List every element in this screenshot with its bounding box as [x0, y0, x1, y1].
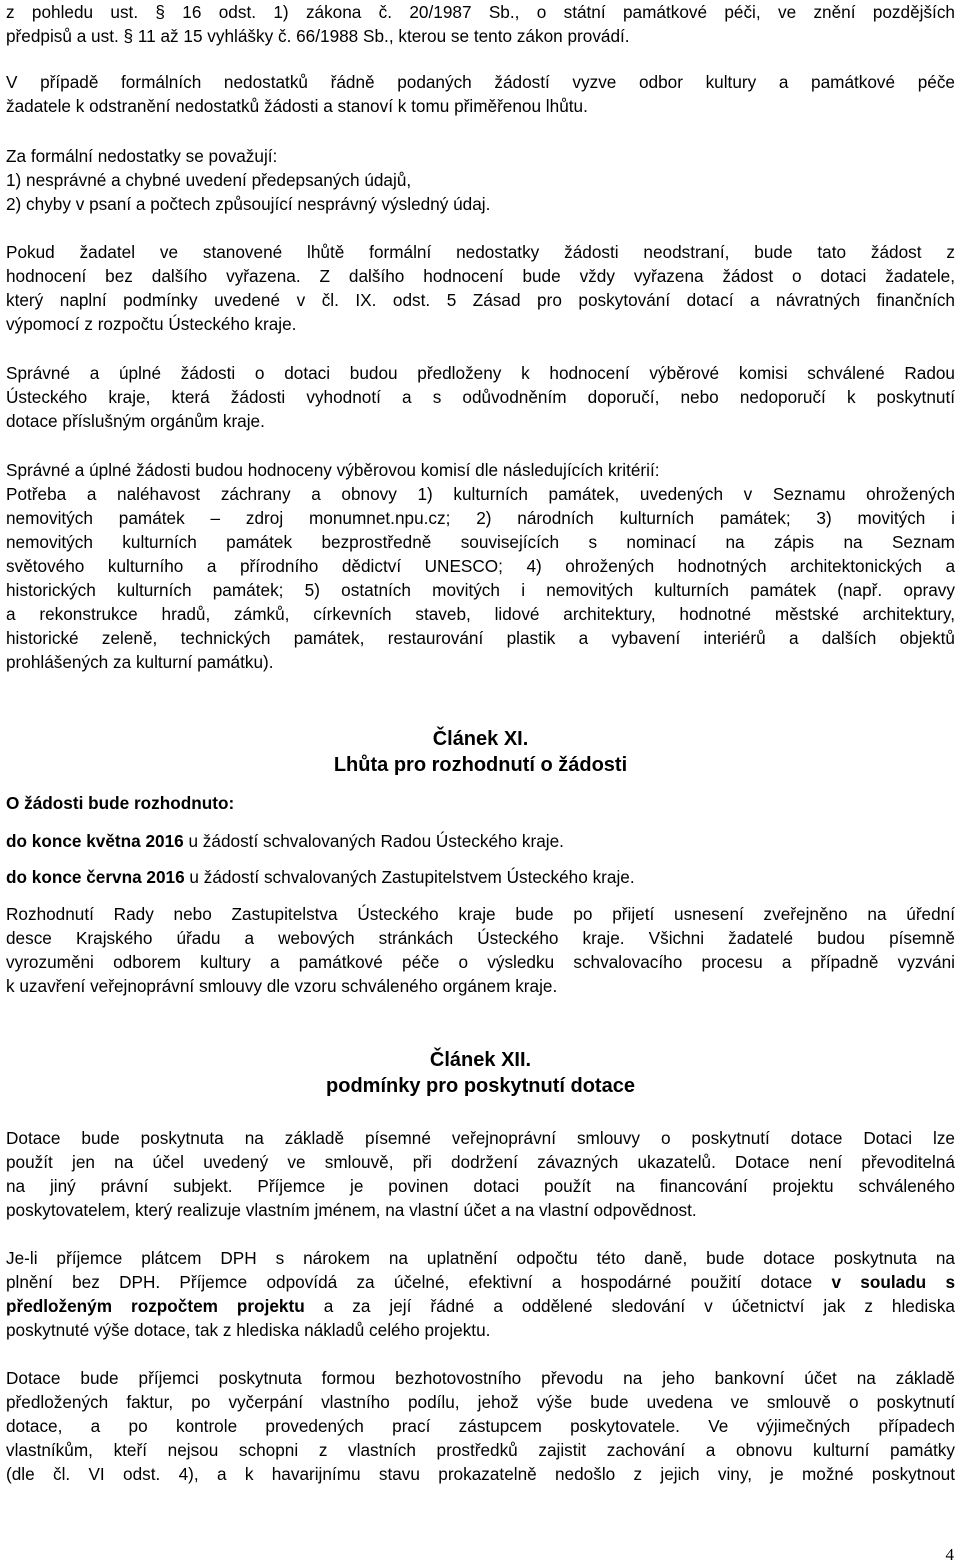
text-line: poskytovatelem, který realizuje vlastním jménem, na vlastní účet a na vlastní odpovědnost. [6, 1200, 697, 1220]
text-line: výpomocí z rozpočtu Ústeckého kraje. [6, 314, 297, 334]
bold-run: předloženým rozpočtem projektu [6, 1296, 305, 1316]
text-line [6, 1270, 955, 1294]
text-line: historických kulturních památek; 5) ostatních movitých i nemovitých kulturních památek (např. opravy [6, 580, 955, 600]
page-number: 4 [945, 1545, 954, 1564]
deadline-1 [6, 829, 955, 853]
text-line: prohlášených za kulturní památku). [6, 652, 274, 672]
text-line: a rekonstrukce hradů, zámků, církevních staveb, lidové architektury, hodnotné městské architektury, [6, 604, 955, 624]
text-line: dotace příslušným orgánům kraje. [6, 411, 265, 431]
deadline-text: u žádostí schvalovaných Zastupitelstvem Ústeckého kraje. [184, 867, 635, 887]
text-line: na jiný právní subjekt. Příjemce je povinen dotaci použít na financování projektu schváleného [6, 1176, 955, 1196]
text-line: Je-li příjemce plátcem DPH s nárokem na uplatnění odpočtu této daně, bude dotace poskytnuta na [6, 1248, 955, 1268]
criteria-paragraph [6, 458, 955, 674]
considered-defects-list [6, 144, 955, 216]
deadline-date: do konce května 2016 [6, 831, 184, 851]
text-run: a za její řádné a oddělené sledování v účetnictví jak z hlediska [304, 1296, 955, 1316]
text-line: poskytnuté výše dotace, tak z hlediska nákladů celého projektu. [6, 1320, 491, 1340]
text-line: světového kulturního a přírodního dědictví UNESCO; 4) ohrožených hodnotných architektonických a [6, 556, 955, 576]
payment-paragraph [6, 1366, 955, 1486]
deadline-date: do konce června 2016 [6, 867, 185, 887]
article-12-title: podmínky pro poskytnutí dotace [326, 1075, 635, 1097]
text-line: který naplní podmínky uvedené v čl. IX. odst. 5 Zásad pro poskytování dotací a návratných finančních [6, 290, 955, 310]
text-run: plnění bez DPH. Příjemce odpovídá za účelné, efektivní a hospodárné použití dotace [6, 1272, 832, 1292]
decided-label: O žádosti bude rozhodnuto: [6, 793, 235, 813]
text-line: z pohledu ust. § 16 odst. 1) zákona č. 20/1987 Sb., o státní památkové péči, ve znění pozdějších [6, 2, 955, 22]
text-line: (dle čl. VI odst. 4), a k havarijnímu stavu prokazatelně nedošlo z jejich viny, je možné poskytnout [6, 1464, 955, 1484]
text-line: hodnocení bez dalšího vyřazena. Z dalšího hodnocení bude vždy vyřazena žádost o dotaci žadatele, [6, 266, 955, 286]
commission-paragraph [6, 361, 955, 433]
text-line: předložených faktur, po vyčerpání vlastního podílu, jehož výše bude uvedena ve smlouvě o poskytnutí [6, 1392, 955, 1412]
intro-paragraph [6, 0, 955, 48]
article-11-title: Lhůta pro rozhodnutí o žádosti [333, 754, 628, 776]
text-line: Rozhodnutí Rady nebo Zastupitelstva Ústeckého kraje bude po přijetí usnesení zveřejněno na úřední [6, 904, 955, 924]
list-item: 1) nesprávné a chybné uvedení předepsaných údajů, [6, 170, 412, 190]
text-line: Pokud žadatel ve stanovené lhůtě formální nedostatky žádosti neodstraní, bude tato žádost z [6, 242, 955, 262]
text-line: V případě formálních nedostatků řádně podaných žádostí vyzve odbor kultury a památkové péče [6, 72, 955, 92]
deadline-text: u žádostí schvalovaných Radou Ústeckého kraje. [183, 831, 564, 851]
text-line: Dotace bude poskytnuta na základě písemné veřejnoprávní smlouvy o poskytnutí dotace Dotaci lze [6, 1128, 955, 1148]
text-line: historické zeleně, technických památek, restaurování plastik a vybavení interiérů a dalších objektů [6, 628, 955, 648]
bold-run: v souladu s [831, 1272, 955, 1292]
contract-paragraph [6, 1126, 955, 1222]
text-line: k uzavření veřejnoprávní smlouvy dle vzoru schváleného orgánem kraje. [6, 976, 558, 996]
text-line: nemovitých kulturních památek bezprostředně souvisejících s nominací na zápis na Seznam [6, 532, 955, 552]
text-line [6, 1294, 955, 1318]
article-12-number: Článek XII. [429, 1049, 532, 1071]
text-line: vyrozuměni odborem kultury a památkové péče o výsledku schvalovacího procesu a případně vyzváni [6, 952, 955, 972]
vat-paragraph [6, 1246, 955, 1342]
text-line: vlastníkům, kteří nejsou schopni z vlastních prostředků zajistit zachování a obnovu kulturní památky [6, 1440, 955, 1460]
text-line: použít jen na účel uvedený ve smlouvě, při dodržení závazných ukazatelů. Dotace není převoditelná [6, 1152, 955, 1172]
text-line: Ústeckého kraje, která žádosti vyhodnotí a s odůvodněním doporučí, nebo nedoporučí k poskytnutí [6, 387, 955, 407]
text-line: žadatele k odstranění nedostatků žádosti a stanoví k tomu přiměřenou lhůtu. [6, 96, 588, 116]
deadline-2 [6, 865, 955, 889]
text-line: Správné a úplné žádosti o dotaci budou předloženy k hodnocení výběrové komisi schválené Radou [6, 363, 955, 383]
text-line: předpisů a ust. § 11 až 15 vyhlášky č. 66/1988 Sb., kterou se tento zákon provádí. [6, 26, 630, 46]
text-line: Potřeba a naléhavost záchrany a obnovy 1) kulturních památek, uvedených v Seznamu ohrožených [6, 484, 955, 504]
formal-defects-paragraph [6, 70, 955, 118]
text-line: desce Krajského úřadu a webových stránkách Ústeckého kraje. Všichni žadatelé budou písemně [6, 928, 955, 948]
text-line: dotace, a po kontrole provedených prací zástupcem poskytovatele. Ve výjimečných případech [6, 1416, 955, 1436]
text-line: nemovitých památek – zdroj monumnet.npu.cz; 2) národních kulturních památek; 3) movitých i [6, 508, 955, 528]
list-item: 2) chyby v psaní a počtech způsoující nesprávný výsledný údaj. [6, 194, 491, 214]
exclusion-paragraph [6, 240, 955, 336]
text-line: Dotace bude příjemci poskytnuta formou bezhotovostního převodu na jeho bankovní účet na základě [6, 1368, 955, 1388]
text-line: Za formální nedostatky se považují: [6, 146, 278, 166]
text-line: Správné a úplné žádosti budou hodnoceny výběrovou komisí dle následujících kritérií: [6, 460, 660, 480]
article-11-number: Článek XI. [432, 728, 529, 750]
decision-paragraph [6, 902, 955, 998]
